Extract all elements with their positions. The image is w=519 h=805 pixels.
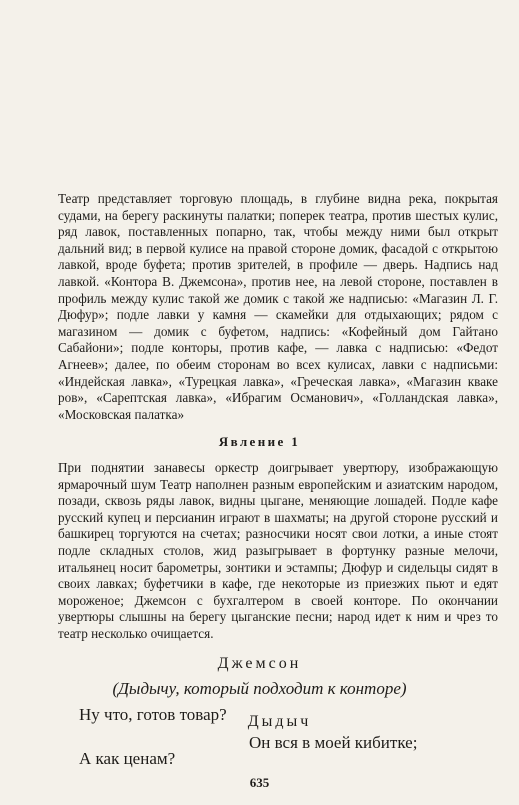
dialogue-line-3: А как ценам? (79, 749, 176, 768)
scene-heading: Явление 1 (218, 434, 301, 449)
dialogue-line-2: Он вся в моей кибитке; (249, 733, 418, 752)
dialogue-line-1: Ну что, готов товар? (79, 705, 227, 724)
stage-direction-setting: Театр представляет торговую площадь, в глубине видна река, покрытая судами, на берегу раскинуты палатки; поперек театра, против шестых кулис, ряд лавок, поставленных попарно, так, чтобы между ними был открыт дальний вид; в первой кулисе на правой стороне домик, фасадой с открытою лавкой, вроде буфета; против зрителей, в профиле — дверь. Надпись над лавкой. «Контора В. Джемсона», против нее, на левой стороне, поставлен в профиль между кулис такой же домик с такой же надписью: «Магазин Л. Г. Дюфур»; подле лавки у камня — скамейки для отдыхающих; рядом с магазином — домик с буфетом, надпись: «Кофейный дом Гайтано Сабайони»; подле конторы, против кафе, — лавка с надписью: «Федот Агнеев»; далее, по обеим сторонам во всех кулисах, лавки с надписьми: «Индейская лавка», «Турецкая лавка», «Греческая лавка», «Магазин кваке ров», «Сарептская лавка», «Ибрагим Османович», «Голландская лавка», «Московская палатка» (58, 191, 498, 422)
stage-direction-remark: (Дыдычу, который подходит к конторе) (112, 679, 407, 698)
speaker-dydych: Дыдыч (247, 713, 312, 730)
stage-direction-opening: При поднятии занавесы оркестр доигрывает увертюру, изображающую ярмарочный шум Театр наполнен разным европейским и азиатским народом, позади, сквозь ряды лавок, видны цыгане, меняющие лошадей. Подле кафе русский купец и персианин играют в шахматы; на другой стороне русский и башкирец торгуются на счетах; разносчики носят свои лотки, а иные стоят подле складных столов, жид разыгрывает в фортунку разные мелочи, итальянец носит барометры, зонтики и эстампы; Дюфур и сидельцы сидят в своих лавках; буфетчики в кафе, где некоторые из приезжих пьют и едят мороженое; Джемсон с бухгалтером в своей конторе. По окончании увертюры слышны на берегу цыганские песни; народ идет к ним и чрез то театр несколько очищается. (58, 460, 498, 641)
speaker-jameson: Джемсон (217, 655, 302, 672)
page-number: 635 (249, 775, 270, 790)
